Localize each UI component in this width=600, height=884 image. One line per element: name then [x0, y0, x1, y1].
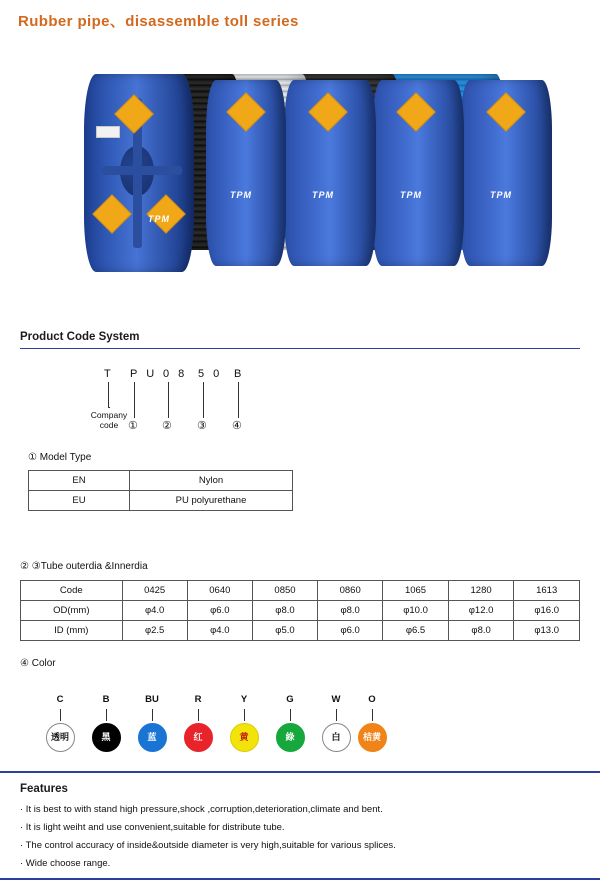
code-char-color: B: [234, 368, 245, 380]
code-char-id: 5 0: [198, 368, 223, 380]
od-cell: φ6.0: [187, 601, 252, 621]
color-heading: ④ Color: [20, 658, 56, 669]
brand-mark: TPM: [490, 190, 512, 200]
od-cell: φ16.0: [514, 601, 580, 621]
table-row: [21, 621, 580, 641]
black-spool-flange: [206, 80, 286, 266]
color-swatch-o: [350, 694, 394, 752]
color-dot: 桔黄: [358, 723, 387, 752]
color-dot: 红: [184, 723, 213, 752]
color-swatch-list: [20, 694, 580, 754]
brand-mark: TPM: [312, 190, 334, 200]
od-cell: φ8.0: [252, 601, 317, 621]
color-swatch-b: [84, 694, 128, 752]
marker-2: ②: [162, 420, 172, 432]
swatch-stem: [198, 709, 199, 721]
od-cell: φ10.0: [383, 601, 449, 621]
swatch-stem: [336, 709, 337, 721]
table-row: [29, 471, 293, 491]
color-abbr: W: [331, 694, 341, 705]
dark-spool-flange: [372, 80, 464, 266]
blue-spool-flange: [460, 80, 552, 266]
color-swatch-r: [176, 694, 220, 752]
diamond-decal: [486, 92, 526, 132]
col-header-1065: 1065: [383, 581, 449, 601]
silver-spool-flange: [284, 80, 376, 266]
leader-line-color: [238, 382, 239, 418]
id-cell: φ4.0: [187, 621, 252, 641]
col-header-1280: 1280: [448, 581, 514, 601]
feature-line-2: · It is light weiht and use convenient,suitable for distribute tube.: [20, 822, 285, 833]
brand-mark: TPM: [230, 190, 252, 200]
table-row: [21, 601, 580, 621]
feature-line-1: · It is best to with stand high pressure,shock ,corruption,deterioration,climate and bent.: [20, 804, 383, 815]
diamond-decal: [308, 92, 348, 132]
features-top-divider: [0, 771, 600, 773]
color-abbr: O: [368, 694, 376, 705]
model-type-heading: ① Model Type: [28, 452, 92, 463]
product-code-system-heading: Product Code System: [20, 331, 140, 343]
color-dot: 黑: [92, 723, 121, 752]
swatch-stem: [244, 709, 245, 721]
color-abbr: Y: [240, 694, 248, 705]
col-header-0860: 0860: [318, 581, 383, 601]
od-cell: φ8.0: [318, 601, 383, 621]
color-dot: 蓝: [138, 723, 167, 752]
model-desc-cell: PU polyurethane: [130, 491, 293, 511]
marker-4: ④: [232, 420, 242, 432]
swatch-stem: [60, 709, 61, 721]
col-header-0850: 0850: [252, 581, 317, 601]
features-section: [0, 775, 600, 876]
front-spool-flange: [84, 74, 194, 272]
spool-label-tag: [96, 126, 120, 138]
col-header-0425: 0425: [122, 581, 187, 601]
code-char-model: P U: [130, 368, 158, 380]
id-cell: φ13.0: [514, 621, 580, 641]
features-bottom-divider: [0, 878, 600, 880]
feature-line-3: · The control accuracy of inside&outside diameter is very high,suitable for various splices.: [20, 840, 396, 851]
swatch-stem: [106, 709, 107, 721]
diamond-decal: [92, 194, 132, 234]
hero-product-photo: [0, 58, 600, 298]
model-type-table: [28, 470, 293, 511]
model-code-cell: EN: [29, 471, 130, 491]
color-abbr: C: [56, 694, 64, 705]
leader-elbow-company: [108, 407, 110, 408]
od-cell: φ4.0: [122, 601, 187, 621]
feature-line-4: · Wide choose range.: [20, 858, 111, 869]
swatch-stem: [152, 709, 153, 721]
color-swatch-c: [38, 694, 82, 752]
code-char-company: T: [104, 368, 114, 380]
table-row: [29, 491, 293, 511]
brand-mark: TPM: [400, 190, 422, 200]
table-header-row: [21, 581, 580, 601]
features-heading: Features: [20, 783, 68, 795]
swatch-stem: [290, 709, 291, 721]
color-dot: 黄: [230, 723, 259, 752]
leader-line-company: [108, 382, 109, 407]
color-swatch-bu: [130, 694, 174, 752]
model-code-cell: EU: [29, 491, 130, 511]
color-abbr: R: [194, 694, 202, 705]
col-header-0640: 0640: [187, 581, 252, 601]
model-desc-cell: Nylon: [130, 471, 293, 491]
color-abbr: G: [286, 694, 294, 705]
id-cell: φ5.0: [252, 621, 317, 641]
brand-mark: TPM: [148, 214, 170, 224]
diamond-decal: [226, 92, 266, 132]
id-cell: φ8.0: [448, 621, 514, 641]
row-label-od: OD(mm): [21, 601, 123, 621]
leader-line-id: [203, 382, 204, 418]
marker-1: ①: [128, 420, 138, 432]
tube-dia-heading: ② ③Tube outerdia &Innerdia: [20, 561, 148, 572]
od-cell: φ12.0: [448, 601, 514, 621]
col-header-1613: 1613: [514, 581, 580, 601]
color-swatch-g: [268, 694, 312, 752]
color-abbr: BU: [145, 694, 159, 705]
color-dot: 透明: [46, 723, 75, 752]
color-dot: 綠: [276, 723, 305, 752]
swatch-stem: [372, 709, 373, 721]
page-title: Rubber pipe、disassemble toll series: [18, 13, 299, 30]
color-swatch-y: [222, 694, 266, 752]
id-cell: φ2.5: [122, 621, 187, 641]
diamond-decal: [396, 92, 436, 132]
color-dot: 白: [322, 723, 351, 752]
id-cell: φ6.5: [383, 621, 449, 641]
section-divider: [20, 348, 580, 349]
color-abbr: B: [102, 694, 110, 705]
tube-dia-table: [20, 580, 580, 641]
company-code-label: Company code: [90, 410, 128, 430]
row-label-id: ID (mm): [21, 621, 123, 641]
leader-line-od: [168, 382, 169, 418]
marker-3: ③: [197, 420, 207, 432]
code-char-od: 0 8: [163, 368, 188, 380]
spool-spoke: [102, 166, 182, 175]
col-header-code: Code: [21, 581, 123, 601]
diamond-decal: [114, 94, 154, 134]
id-cell: φ6.0: [318, 621, 383, 641]
